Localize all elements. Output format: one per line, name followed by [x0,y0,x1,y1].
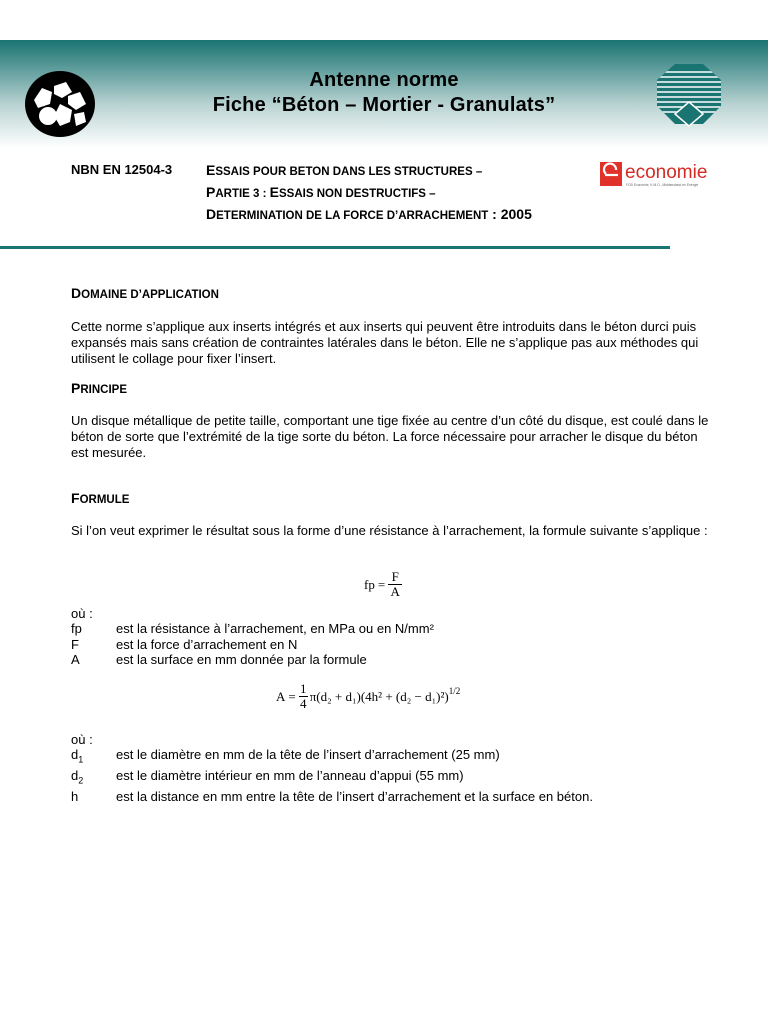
definition-text: est la distance en mm entre la tête de l’insert d’arrachement et la surface en béton. [116,789,593,805]
formule-intro: Si l’on veut exprimer le résultat sous la forme d’une résistance à l’arrachement, la formule suivante s’applique : [71,523,708,538]
symbol-text: fp [71,621,82,636]
definition-symbol [71,652,116,668]
definition-symbol [71,621,116,637]
domaine-text: Cette norme s’applique aux inserts intégrés et aux inserts qui peuvent être introduits dans le béton durci puis expansés mais sans création de contraintes latérales dans le béton. Elle ne s’applique pas aux méthodes qui utilisent le collage pour fixer l’insert. [71,319,699,366]
definition-text: est le diamètre intérieur en mm de l’anneau d’appui (55 mm) [116,768,464,784]
numerator: F [391,569,399,584]
formula-lhs: fp [364,576,375,592]
title-year: : 2005 [488,206,532,222]
definition-text: est la force d’arrachement en N [116,636,298,652]
economie-subtext: FOD Economie, K.M.O., Middenstand en Energie [626,183,699,187]
definitions-list-1 [71,621,434,668]
title-cap: E [269,184,279,200]
heading-rest: ORMULE [79,494,130,506]
standard-title-line1 [206,160,532,182]
symbol-text: A [71,652,80,667]
standard-code: NBN EN 12504-3 [71,162,173,177]
header-divider [0,246,670,249]
symbol-text: d [71,768,79,784]
definition-symbol [71,637,116,653]
exponent: 1/2 [448,685,461,696]
heading-rest: RINCIPE [80,384,127,396]
definition-symbol [71,789,116,805]
economie-logo [600,159,740,189]
definition-text: est le diamètre en mm de la tête de l’insert d’arrachement (25 mm) [116,747,500,762]
page-title-line2: Fiche “Béton – Mortier - Granulats” [212,94,556,116]
symbol-text: d [71,747,79,762]
heading-cap: P [71,380,81,396]
heading-cap: D [71,285,82,301]
definition-row [71,747,593,768]
heading-rest: OMAINE D’APPLICATION [81,289,219,301]
symbol-text: F [71,636,79,652]
symbol-subscript: 2 [78,775,84,786]
equals-sign: = [377,576,386,592]
definitions-list-2 [71,747,593,805]
fraction [299,682,308,711]
symbol-text: h [71,789,79,805]
definition-symbol [71,747,116,768]
fraction [388,570,402,599]
symbol-subscript: 1 [78,754,84,765]
definition-row [71,637,434,653]
title-rest: SSAIS NON DESTRUCTIFS – [279,188,436,200]
denominator: 4 [299,696,307,711]
definition-symbol [71,768,116,789]
definition-row [71,789,593,805]
definition-text: est la surface en mm donnée par la formule [116,652,367,667]
formula-area [276,682,460,711]
definition-row [71,621,434,637]
standard-title-line3 [206,204,532,226]
page-title-line1: Antenne norme [309,69,459,91]
organization-logo [655,62,723,128]
denominator: A [390,584,400,599]
formula-lhs: A [276,688,286,704]
ou-label-2: où : [71,732,93,747]
formula-body: π(d₂ + d₁)(4h² + (d₂ − d₁)²) [309,688,449,704]
heading-cap: F [71,490,80,506]
numerator: 1 [299,681,307,696]
title-cap: D [206,206,217,222]
section-heading-principe [71,380,127,396]
definition-row [71,768,593,789]
title-rest: ETERMINATION DE LA FORCE D’ARRACHEMENT [216,210,489,222]
title-rest: ARTIE 3 : [215,188,270,200]
principe-text: Un disque métallique de petite taille, comportant une tige fixée au centre d’un côté du disque, est coulé dans le béton de sorte que l’extrémité de la tige sorte du béton. La force nécessaire pour arracher le disque du béton est mesurée. [71,413,709,460]
section-heading-domaine [71,285,219,301]
title-cap: E [206,162,216,178]
ou-label-1: où : [71,606,93,621]
formula-fp [364,570,402,599]
title-rest: SSAIS POUR BETON DANS LES STRUCTURES – [215,166,483,178]
title-cap: P [206,184,216,200]
equals-sign: = [288,688,296,704]
definition-row [71,652,434,668]
definition-text: est la résistance à l’arrachement, en MPa ou en N/mm² [116,621,434,636]
section-heading-formule [71,490,129,506]
standard-title-line2 [206,182,532,204]
standard-title [206,160,532,226]
economie-text: economie [625,162,708,183]
